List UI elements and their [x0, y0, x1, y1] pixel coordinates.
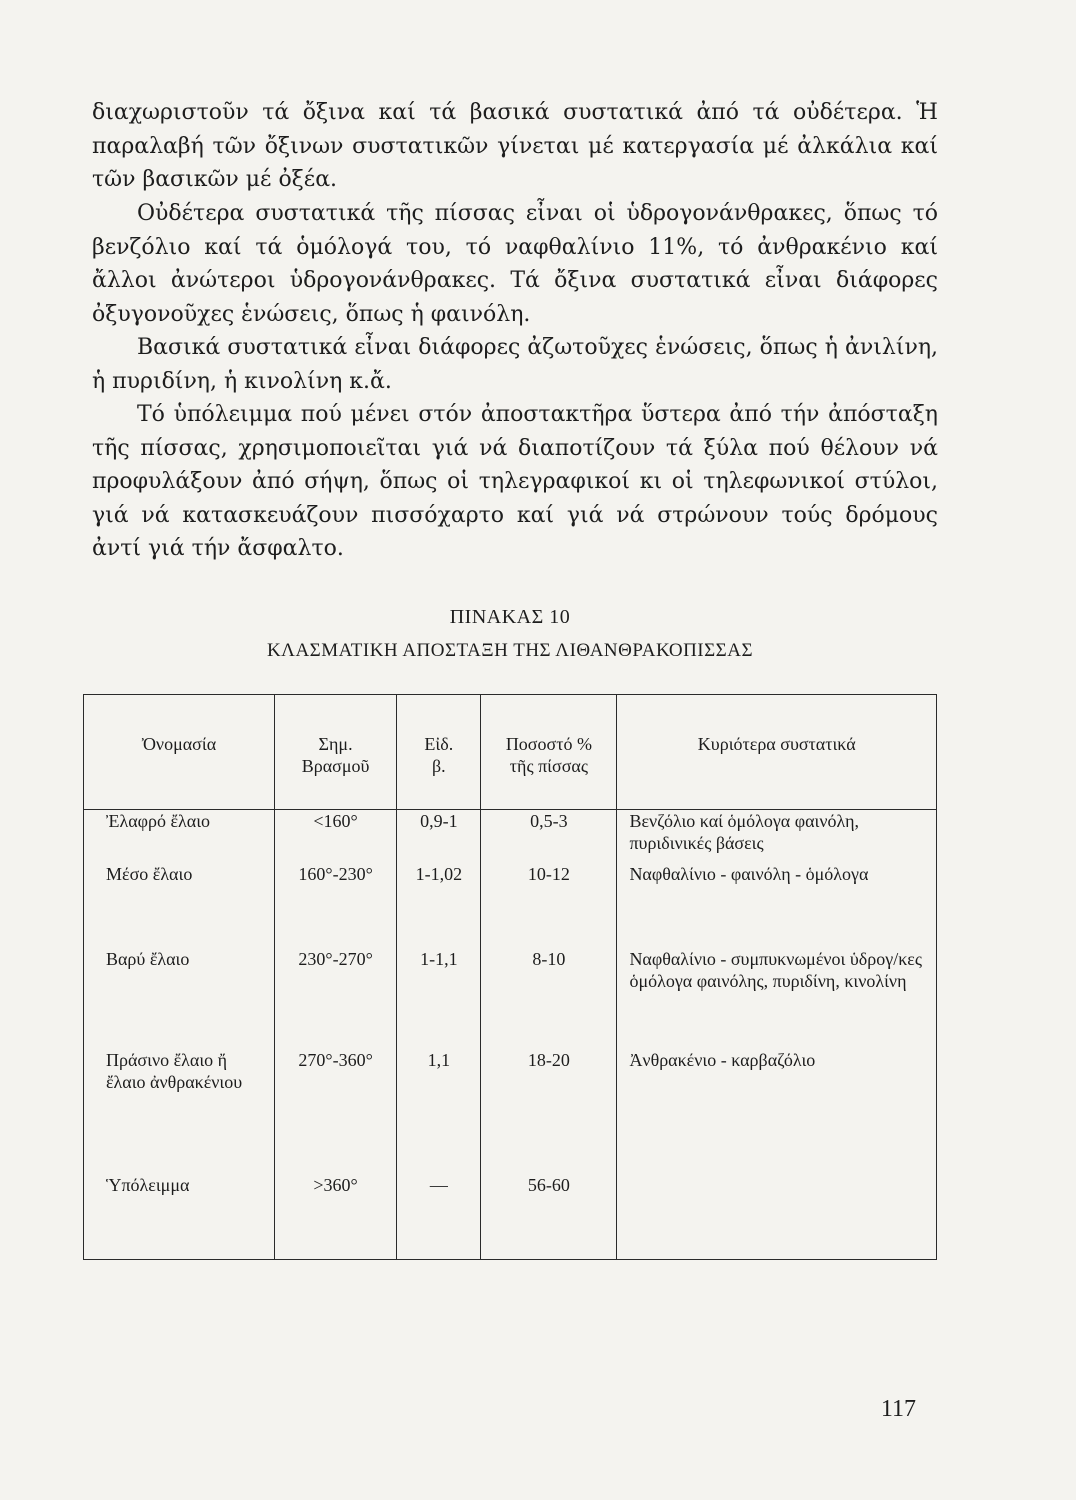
header-components: Κυριότερα συστατικά	[617, 695, 937, 810]
table-row	[84, 863, 937, 947]
table-row	[84, 1049, 937, 1174]
cell-name: Μέσο ἔλαιο	[84, 863, 275, 947]
cell-density: 1-1,1	[397, 948, 481, 1049]
table-row	[84, 810, 937, 864]
cell-components: Ἀνθρακένιο - καρβαζόλιο	[617, 1049, 937, 1174]
cell-percent: 8-10	[481, 948, 617, 1049]
cell-name: Ὑπόλειμμα	[84, 1174, 275, 1259]
paragraph-neutral-components: Οὐδέτερα συστατικά τῆς πίσσας εἶναι οἱ ὑδρογονάνθρακες, ὅπως τό βενζόλιο καί τά ὁμόλογά του, τό ναφθαλίνιο 11%, τό ἀνθρακένιο καί ἄλλοι ἀνώτεροι ὑδρογονάνθρακες. Τά ὄξινα συστατικά εἶναι διάφορες ὀξυγονοῦχες ἑνώσεις, ὅπως ἡ φαινόλη.	[92, 201, 938, 327]
cell-components: Βενζόλιο καί ὁμόλογα φαινόλη, πυριδινικές βάσεις	[617, 810, 937, 864]
header-density: Εἰδ. β.	[397, 695, 481, 810]
cell-density: 1,1	[397, 1049, 481, 1174]
cell-name: Βαρύ ἔλαιο	[84, 948, 275, 1049]
cell-boiling: >360°	[274, 1174, 397, 1259]
cell-percent: 56-60	[481, 1174, 617, 1259]
cell-density: 0,9-1	[397, 810, 481, 864]
header-boiling-point: Σημ. Βρασμοῦ	[274, 695, 397, 810]
paragraph-intro: διαχωριστοῦν τά ὄξινα καί τά βασικά συστατικά ἀπό τά οὐδέτερα. Ἡ παραλαβή τῶν ὄξινων συστατικῶν γίνεται μέ κατεργασία μέ ἀλκάλια καί τῶν βασικῶν μέ ὀξέα.	[92, 100, 938, 192]
paragraph-basic-components: Βασικά συστατικά εἶναι διάφορες ἀζωτοῦχες ἑνώσεις, ὅπως ἡ ἀνιλίνη, ἡ πυριδίνη, ἡ κινολίνη κ.ἄ.	[92, 335, 938, 394]
fractional-distillation-table	[83, 694, 937, 1260]
cell-percent: 0,5-3	[481, 810, 617, 864]
header-name: Ὀνομασία	[84, 695, 275, 810]
table-row	[84, 1174, 937, 1259]
cell-percent: 18-20	[481, 1049, 617, 1174]
cell-boiling: <160°	[274, 810, 397, 864]
paragraph-residue: Τό ὑπόλειμμα πού μένει στόν ἀποστακτῆρα ὕστερα ἀπό τήν ἀπόσταξη τῆς πίσσας, χρησιμοποιεῖται γιά νά διαποτίζουν τά ξύλα πού θέλουν νά προφυλάξουν ἀπό σήψη, ὅπως οἱ τηλεγραφικοί κι οἱ τηλεφωνικοί στύλοι, γιά νά κατασκευάζουν πισσόχαρτο καί γιά νά στρώνουν τούς δρόμους ἀντί γιά τήν ἄσφαλτο.	[92, 402, 938, 561]
table-header-row	[84, 695, 937, 810]
table-row	[84, 948, 937, 1049]
cell-boiling: 230°-270°	[274, 948, 397, 1049]
header-percent: Ποσοστό % τῆς πίσσας	[481, 695, 617, 810]
table-number: ΠΙΝΑΚΑΣ 10	[449, 606, 571, 628]
cell-components: Ναφθαλίνιο - φαινόλη - ὁμόλογα	[617, 863, 937, 947]
page-number: 117	[880, 1396, 916, 1422]
cell-boiling: 160°-230°	[274, 863, 397, 947]
cell-components	[617, 1174, 937, 1259]
cell-name: Ἐλαφρό ἔλαιο	[84, 810, 275, 864]
cell-boiling: 270°-360°	[274, 1049, 397, 1174]
cell-percent: 10-12	[481, 863, 617, 947]
cell-name: Πράσινο ἔλαιο ἤ ἔλαιο ἀνθρακένιου	[84, 1049, 275, 1174]
table-title: ΚΛΑΣΜΑΤΙΚΗ ΑΠΟΣΤΑΞΗ ΤΗΣ ΛΙΘΑΝΘΡΑΚΟΠΙΣΣΑΣ	[266, 640, 754, 661]
cell-density: 1-1,02	[397, 863, 481, 947]
cell-components: Ναφθαλίνιο - συμπυκνωμένοι ὑδρογ/κες ὁμόλογα φαινόλης, πυριδίνη, κινολίνη	[617, 948, 937, 1049]
cell-density: —	[397, 1174, 481, 1259]
